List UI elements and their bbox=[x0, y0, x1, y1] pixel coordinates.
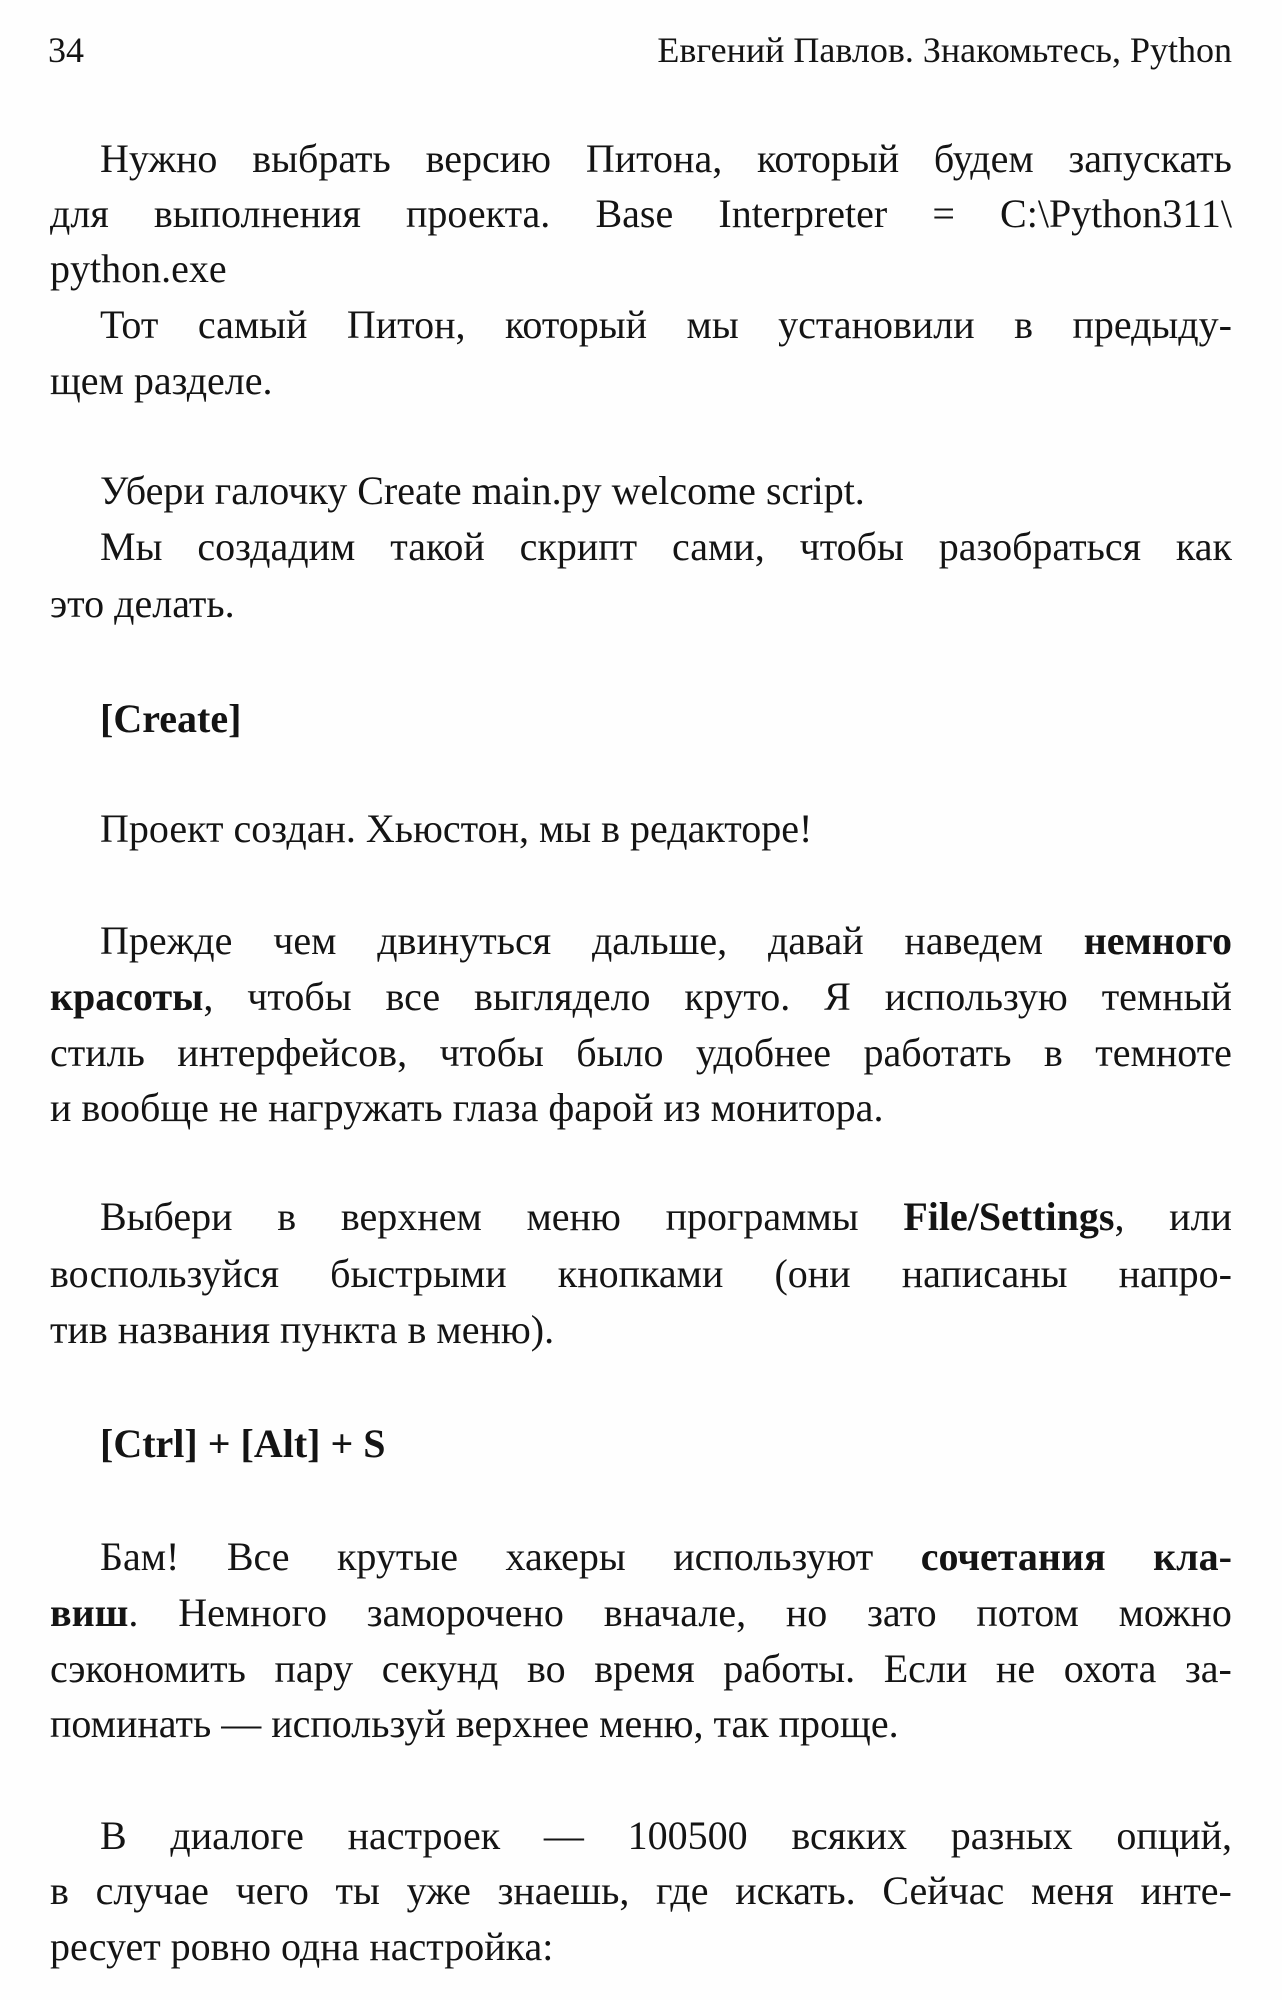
line-text bbox=[100, 1808, 1232, 1864]
line-text bbox=[50, 1080, 883, 1136]
word: В bbox=[100, 1813, 127, 1858]
word: проекта. bbox=[406, 191, 551, 236]
word: Все bbox=[226, 1534, 290, 1579]
line-text bbox=[100, 131, 1232, 187]
paragraph-line bbox=[100, 913, 1232, 969]
word: все bbox=[385, 974, 441, 1019]
word: всяких bbox=[791, 1813, 908, 1858]
word: где bbox=[656, 1868, 709, 1913]
line-text bbox=[50, 1246, 1232, 1302]
word: C:\Python311\ bbox=[1000, 191, 1232, 236]
word: чем bbox=[273, 918, 337, 963]
word: удобнее bbox=[695, 1030, 832, 1075]
word: темный bbox=[1101, 974, 1232, 1019]
line-text bbox=[50, 1641, 1232, 1697]
paragraph-line bbox=[50, 1585, 1232, 1641]
paragraph-line bbox=[50, 353, 1232, 409]
word: пару bbox=[274, 1646, 354, 1691]
section-heading-shortcut bbox=[100, 1416, 1232, 1472]
word: самый bbox=[197, 302, 308, 347]
line-text bbox=[100, 1529, 1232, 1585]
word: разных bbox=[950, 1813, 1073, 1858]
line-text bbox=[50, 1696, 899, 1752]
word: Interpreter bbox=[718, 191, 888, 236]
word: чего bbox=[235, 1868, 309, 1913]
line-text bbox=[100, 463, 865, 519]
word: в bbox=[1043, 1030, 1063, 1075]
word: в bbox=[277, 1194, 297, 1239]
word: который bbox=[757, 136, 900, 181]
line-text bbox=[100, 1416, 386, 1472]
word: можно bbox=[1118, 1590, 1232, 1635]
word: Немного bbox=[178, 1590, 327, 1635]
word: заморочено bbox=[366, 1590, 564, 1635]
paragraph-line bbox=[50, 241, 1232, 297]
line-text bbox=[50, 186, 1232, 242]
word: Base bbox=[595, 191, 674, 236]
word: Сейчас bbox=[882, 1868, 1005, 1913]
word: программы bbox=[665, 1194, 859, 1239]
line-text bbox=[50, 1302, 554, 1358]
word: Если bbox=[883, 1646, 968, 1691]
word: Мы bbox=[100, 524, 163, 569]
word: случае bbox=[95, 1868, 209, 1913]
line-text bbox=[100, 297, 1232, 353]
word: Питон, bbox=[346, 302, 466, 347]
word: (они bbox=[774, 1251, 851, 1296]
line-text bbox=[100, 1189, 1232, 1245]
word: зато bbox=[867, 1590, 937, 1635]
paragraph-line bbox=[100, 1189, 1232, 1245]
word: диалоге bbox=[170, 1813, 304, 1858]
line-text bbox=[50, 1585, 1232, 1641]
word: написаны bbox=[901, 1251, 1068, 1296]
paragraph-line bbox=[100, 1529, 1232, 1585]
word: скрипт bbox=[519, 524, 638, 569]
word: инте- bbox=[1140, 1868, 1232, 1913]
paragraph-line bbox=[50, 1641, 1232, 1697]
paragraph-line bbox=[50, 1080, 1232, 1136]
word: или bbox=[1169, 1194, 1232, 1239]
text-run: ресует ровно одна настройка: bbox=[50, 1924, 554, 1969]
word: кла- bbox=[1153, 1534, 1232, 1579]
word: интерфейсов, bbox=[177, 1030, 408, 1075]
paragraph-line bbox=[50, 969, 1232, 1025]
word: чтобы bbox=[439, 1030, 544, 1075]
word: сэкономить bbox=[50, 1646, 246, 1691]
paragraph-line bbox=[100, 297, 1232, 353]
word: красоты, bbox=[50, 974, 214, 1019]
word: но bbox=[785, 1590, 828, 1635]
line-text bbox=[100, 913, 1232, 969]
section-heading-create bbox=[100, 691, 1232, 747]
line-text bbox=[50, 576, 235, 632]
word: мы bbox=[686, 302, 739, 347]
line-text bbox=[50, 1919, 553, 1975]
word: выполнения bbox=[153, 191, 361, 236]
word: создадим bbox=[197, 524, 356, 569]
word: настроек bbox=[347, 1813, 501, 1858]
word: чтобы bbox=[799, 524, 904, 569]
word: быстрыми bbox=[330, 1251, 507, 1296]
line-text bbox=[50, 241, 227, 297]
word: выбрать bbox=[252, 136, 391, 181]
word: немного bbox=[1083, 918, 1232, 963]
word: File/Settings, bbox=[903, 1194, 1125, 1239]
text-run: python.exe bbox=[50, 246, 227, 291]
word: темноте bbox=[1095, 1030, 1232, 1075]
line-text bbox=[50, 969, 1232, 1025]
word: запускать bbox=[1068, 136, 1232, 181]
word: меня bbox=[1030, 1868, 1114, 1913]
word: Питона, bbox=[585, 136, 723, 181]
text-run: щем разделе. bbox=[50, 358, 273, 403]
text-run: Проект создан. Хьюстон, мы в редакторе! bbox=[100, 806, 813, 851]
word: стиль bbox=[50, 1030, 145, 1075]
word: такой bbox=[390, 524, 485, 569]
paragraph-line bbox=[50, 1696, 1232, 1752]
word: в bbox=[50, 1868, 69, 1913]
word: крутые bbox=[336, 1534, 458, 1579]
word: за- bbox=[1185, 1646, 1232, 1691]
line-text bbox=[50, 1863, 1232, 1919]
running-head bbox=[48, 22, 1232, 78]
word: время bbox=[594, 1646, 695, 1691]
word: как bbox=[1175, 524, 1232, 569]
word: работать bbox=[863, 1030, 1012, 1075]
word: секунд bbox=[381, 1646, 499, 1691]
word: Выбери bbox=[100, 1194, 233, 1239]
text-run: тив названия пункта в меню). bbox=[50, 1307, 555, 1352]
paragraph-line bbox=[50, 1246, 1232, 1302]
word: — bbox=[543, 1813, 584, 1858]
text-run: Убери галочку Create main.py welcome script. bbox=[100, 468, 865, 513]
book-title: Евгений Павлов. Знакомьтесь, Python bbox=[657, 30, 1232, 70]
line-text bbox=[100, 801, 812, 857]
line-text bbox=[50, 1025, 1232, 1081]
word: круто. bbox=[684, 974, 791, 1019]
word: Нужно bbox=[100, 136, 218, 181]
line-text bbox=[100, 691, 241, 747]
word: разобраться bbox=[938, 524, 1142, 569]
paragraph-line bbox=[100, 131, 1232, 187]
word: кнопками bbox=[557, 1251, 724, 1296]
word: = bbox=[932, 191, 955, 236]
paragraph-line bbox=[50, 1025, 1232, 1081]
word: Тот bbox=[100, 302, 159, 347]
paragraph-line bbox=[50, 1919, 1232, 1975]
paragraph-line bbox=[100, 463, 1232, 519]
word: чтобы bbox=[247, 974, 352, 1019]
word: Бам! bbox=[100, 1534, 180, 1579]
paragraph-line bbox=[50, 1302, 1232, 1358]
word: версию bbox=[425, 136, 552, 181]
word: будем bbox=[933, 136, 1034, 181]
text-run: и вообще не нагружать глаза фарой из монитора. bbox=[50, 1085, 884, 1130]
word: Я bbox=[824, 974, 851, 1019]
word: сами, bbox=[671, 524, 765, 569]
word: в bbox=[1014, 302, 1033, 347]
word: использую bbox=[884, 974, 1068, 1019]
page-number: 34 bbox=[48, 30, 84, 70]
paragraph-line bbox=[100, 519, 1232, 575]
word: сочетания bbox=[920, 1534, 1106, 1579]
word: воспользуйся bbox=[50, 1251, 279, 1296]
word: уже bbox=[406, 1868, 471, 1913]
word: который bbox=[504, 302, 648, 347]
word: потом bbox=[976, 1590, 1079, 1635]
word: во bbox=[527, 1646, 566, 1691]
word: охота bbox=[1063, 1646, 1157, 1691]
paragraph-line bbox=[100, 801, 1232, 857]
word: Прежде bbox=[100, 918, 233, 963]
word: верхнем bbox=[340, 1194, 482, 1239]
word: ты bbox=[335, 1868, 380, 1913]
word: меню bbox=[526, 1194, 621, 1239]
word: опций, bbox=[1116, 1813, 1232, 1858]
paragraph-line bbox=[50, 1863, 1232, 1919]
word: 100500 bbox=[627, 1813, 748, 1858]
word: наведем bbox=[904, 918, 1043, 963]
text-run: это делать. bbox=[50, 581, 235, 626]
word: давай bbox=[767, 918, 864, 963]
line-text bbox=[50, 353, 273, 409]
word: было bbox=[576, 1030, 664, 1075]
line-text bbox=[100, 519, 1232, 575]
word: используют bbox=[673, 1534, 874, 1579]
bold-text: [Create] bbox=[100, 696, 242, 741]
word: напро- bbox=[1118, 1251, 1232, 1296]
word: двинуться bbox=[377, 918, 552, 963]
word: вначале, bbox=[603, 1590, 747, 1635]
paragraph-line bbox=[50, 186, 1232, 242]
word: работы. bbox=[723, 1646, 856, 1691]
word: хакеры bbox=[505, 1534, 626, 1579]
bold-text: [Ctrl] + [Alt] + S bbox=[100, 1421, 386, 1466]
word: искать. bbox=[735, 1868, 856, 1913]
word: предыду- bbox=[1072, 302, 1232, 347]
word: дальше, bbox=[591, 918, 728, 963]
text-run: поминать — используй верхнее меню, так проще. bbox=[50, 1701, 899, 1746]
paragraph-line bbox=[50, 576, 1232, 632]
word: не bbox=[995, 1646, 1036, 1691]
word: выглядело bbox=[473, 974, 651, 1019]
word: знаешь, bbox=[497, 1868, 630, 1913]
word: установили bbox=[778, 302, 975, 347]
word: для bbox=[50, 191, 109, 236]
word: виш. bbox=[50, 1590, 139, 1635]
paragraph-line bbox=[100, 1808, 1232, 1864]
